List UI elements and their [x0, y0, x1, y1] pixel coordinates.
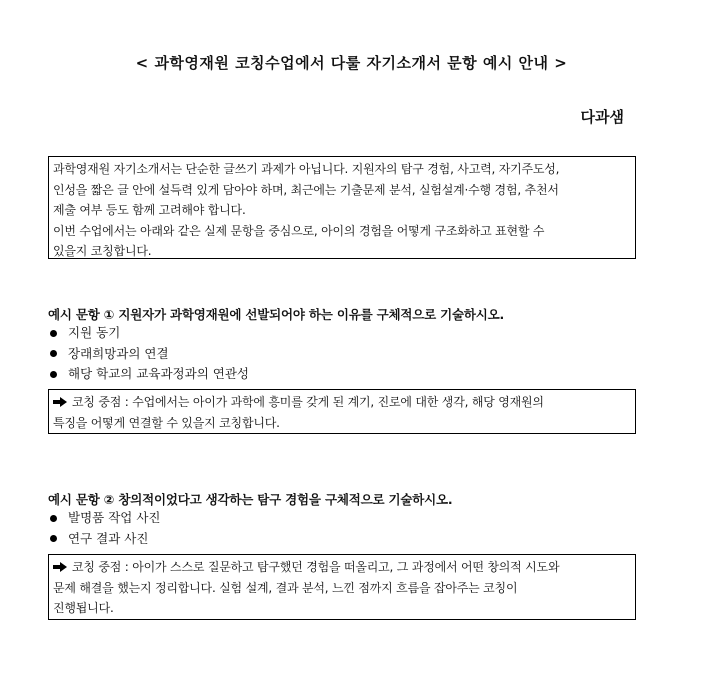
intro-line: 있을지 코칭합니다.: [53, 244, 152, 258]
coaching-line: 특징을 어떻게 연결할 수 있을지 코칭합니다.: [53, 415, 280, 430]
author-name: 다과샘: [580, 108, 624, 126]
list-item-label: 발명품 작업 사진: [68, 510, 161, 525]
coaching-line: 진행됩니다.: [53, 601, 114, 615]
coaching-text: 코칭 중점 : 수업에서는 아이가 과학에 흥미를 갖게 된 계기, 진로에 대한 생각, 해당 영재원의: [72, 395, 544, 409]
section-heading-2: 예시 문항 ② 창의적이었다고 생각하는 탐구 경험을 구체적으로 기술하시오.: [48, 492, 453, 507]
list-item: [48, 344, 249, 365]
coaching-line: [53, 557, 631, 578]
intro-line: 이번 수업에서는 아래와 같은 실제 문항을 중심으로, 아이의 경험을 어떻게 구조화하고 표현할 수: [53, 223, 545, 238]
bullet-list-2: [48, 508, 160, 549]
coaching-box-2: [48, 554, 636, 620]
coaching-line: 문제 해결을 했는지 정리합니다. 실험 설계, 결과 분석, 느낀 점까지 흐름을 잡아주는 코칭이: [53, 580, 518, 595]
list-item-label: 지원 동기: [68, 325, 121, 340]
list-item: [48, 323, 249, 344]
page-title: < 과학영재원 코칭수업에서 다룰 자기소개서 문항 예시 안내 >: [135, 54, 568, 72]
bullet-dot-icon: [50, 330, 57, 337]
intro-line: 인성을 짧은 글 안에 설득력 있게 담아야 하며, 최근에는 기출문제 분석, 실험설계·수행 경험, 추천서: [53, 182, 559, 197]
bullet-dot-icon: [50, 350, 57, 357]
list-item: [48, 508, 160, 529]
right-arrow-icon: [53, 562, 67, 572]
right-arrow-icon: [53, 397, 67, 407]
intro-box: [48, 156, 636, 259]
bullet-dot-icon: [50, 535, 57, 542]
section-heading-1: 예시 문항 ① 지원자가 과학영재원에 선발되어야 하는 이유를 구체적으로 기술하시오.: [48, 307, 505, 322]
bullet-dot-icon: [50, 371, 57, 378]
bullet-list-1: [48, 323, 249, 385]
list-item-label: 해당 학교의 교육과정과의 연관성: [68, 366, 249, 381]
list-item: [48, 364, 249, 385]
bullet-dot-icon: [50, 515, 57, 522]
coaching-line: [53, 392, 631, 413]
list-item-label: 연구 결과 사진: [68, 530, 149, 546]
coaching-text: 코칭 중점 : 아이가 스스로 질문하고 탐구했던 경험을 떠올리고, 그 과정에서 어떤 창의적 시도와: [72, 560, 560, 574]
intro-line: 제출 여부 등도 함께 고려해야 합니다.: [53, 203, 246, 217]
coaching-box-1: [48, 389, 636, 434]
list-item-label: 장래희망과의 연결: [68, 345, 169, 361]
intro-line: 과학영재원 자기소개서는 단순한 글쓰기 과제가 아닙니다. 지원자의 탐구 경험, 사고력, 자기주도성,: [53, 162, 560, 176]
list-item: [48, 529, 160, 550]
